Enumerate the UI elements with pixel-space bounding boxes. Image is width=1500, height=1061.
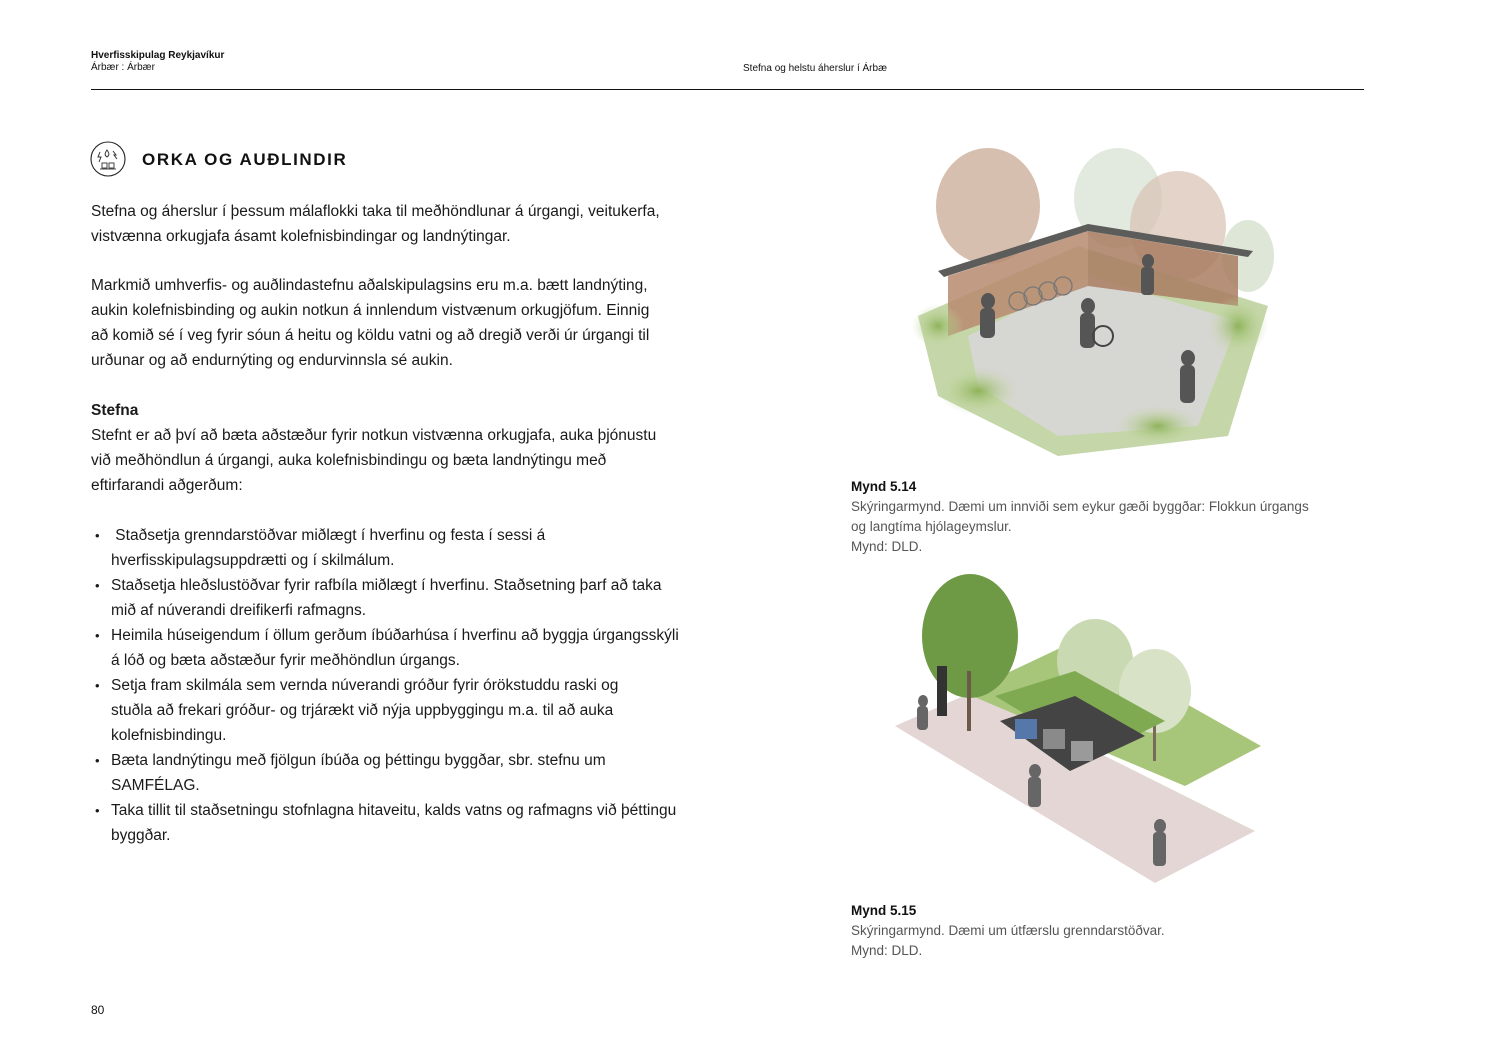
figure-credit: Mynd: DLD. bbox=[851, 943, 923, 958]
figure-credit: Mynd: DLD. bbox=[851, 539, 923, 554]
district-label: Árbær : Árbær bbox=[91, 62, 155, 73]
list-item-line: Staðsetja grenndarstöðvar miðlægt í hverfinu og festa í sessi á bbox=[111, 527, 546, 544]
list-item-line: Setja fram skilmála sem vernda núverandi gróður fyrir órökstuddu raski og bbox=[111, 677, 619, 694]
list-item-line: Staðsetja hleðslustöðvar fyrir rafbíla miðlægt í hverfinu. Staðsetning þarf að taka bbox=[111, 577, 662, 594]
list-item bbox=[91, 623, 731, 673]
bullet: • bbox=[95, 803, 100, 818]
chapter-title: Stefna og helstu áherslur í Árbæ bbox=[743, 63, 887, 74]
list-item-line: á lóð og bæta aðstæður fyrir meðhöndlun úrgangs. bbox=[111, 652, 460, 669]
policy-heading: Stefna bbox=[91, 402, 139, 419]
list-item bbox=[91, 573, 731, 623]
bike-shelter-illustration bbox=[908, 136, 1278, 472]
goals-paragraph bbox=[91, 273, 731, 373]
bullet: • bbox=[95, 753, 100, 768]
series-title: Hverfisskipulag Reykjavíkur bbox=[91, 50, 225, 61]
policy-line: við meðhöndlun á úrgangi, auka kolefnisbindingu og bæta landnýtingu með bbox=[91, 452, 607, 469]
list-item-line: Bæta landnýtingu með fjölgun íbúða og þéttingu byggðar, sbr. stefnu um bbox=[111, 752, 606, 769]
energy-resources-icon bbox=[90, 141, 126, 177]
list-item-line: Taka tillit til staðsetningu stofnlagna hitaveitu, kalds vatns og rafmagns við þéttingu bbox=[111, 802, 677, 819]
policy-paragraph bbox=[91, 423, 731, 498]
bullet: • bbox=[95, 578, 100, 593]
list-item bbox=[91, 673, 731, 748]
list-item bbox=[91, 523, 731, 573]
goals-line: urðunar og að endurnýting og endurvinnsla sé aukin. bbox=[91, 352, 453, 369]
section-title: ORKA OG AUÐLINDIR bbox=[142, 150, 348, 169]
policy-line: Stefnt er að því að bæta aðstæður fyrir notkun vistvænna orkugjafa, auka þjónustu bbox=[91, 427, 657, 444]
figure-number: Mynd 5.14 bbox=[851, 479, 917, 494]
figure-number: Mynd 5.15 bbox=[851, 903, 917, 918]
caption-line: Skýringarmynd. Dæmi um innviði sem eykur gæði byggðar: Flokkun úrgangs bbox=[851, 499, 1309, 514]
bullet: • bbox=[95, 628, 100, 643]
caption-line: og langtíma hjólageymslur. bbox=[851, 519, 1012, 534]
list-item-line: mið af núverandi dreifikerfi rafmagns. bbox=[111, 602, 367, 619]
goals-line: að komið sé í veg fyrir sóun á heitu og köldu vatni og að dregið verði úr úrgangi til bbox=[91, 327, 650, 344]
goals-line: Markmið umhverfis- og auðlindastefnu aðalskipulagsins eru m.a. bætt landnýting, bbox=[91, 277, 648, 294]
list-item-line: hverfisskipulagsuppdrætti og í skilmálum. bbox=[111, 552, 395, 569]
caption-line: Skýringarmynd. Dæmi um útfærslu grenndarstöðvar. bbox=[851, 923, 1165, 938]
intro-line: Stefna og áherslur í þessum málaflokki taka til meðhöndlunar á úrgangi, veitukerfa, bbox=[91, 203, 660, 220]
policy-line: eftirfarandi aðgerðum: bbox=[91, 477, 243, 494]
list-item-line: Heimila húseigendum í öllum gerðum íbúðarhúsa í hverfinu að byggja úrgangsskýli bbox=[111, 627, 679, 644]
intro-line: vistvænna orkugjafa ásamt kolefnisbindingar og landnýtingar. bbox=[91, 228, 511, 245]
list-item-line: stuðla að frekari gróður- og trjárækt við nýja uppbyggingu m.a. til að auka bbox=[111, 702, 614, 719]
list-item bbox=[91, 748, 731, 798]
goals-line: aukin kolefnisbinding og aukin notkun á innlendum vistvænum orkugjöfum. Einnig bbox=[91, 302, 650, 319]
recycling-station-illustration bbox=[885, 571, 1261, 887]
list-item-line: kolefnisbindingu. bbox=[111, 727, 227, 744]
figure-caption bbox=[851, 477, 1371, 557]
running-header bbox=[91, 50, 224, 74]
list-item-line: SAMFÉLAG. bbox=[111, 777, 200, 794]
list-item-line: byggðar. bbox=[111, 827, 171, 844]
page-number: 80 bbox=[91, 1003, 105, 1017]
bullet: • bbox=[95, 528, 100, 543]
intro-paragraph bbox=[91, 199, 731, 249]
figure-caption bbox=[851, 901, 1371, 961]
list-item bbox=[91, 798, 731, 848]
header-divider bbox=[91, 89, 1364, 90]
bullet: • bbox=[95, 678, 100, 693]
action-list bbox=[91, 523, 731, 848]
